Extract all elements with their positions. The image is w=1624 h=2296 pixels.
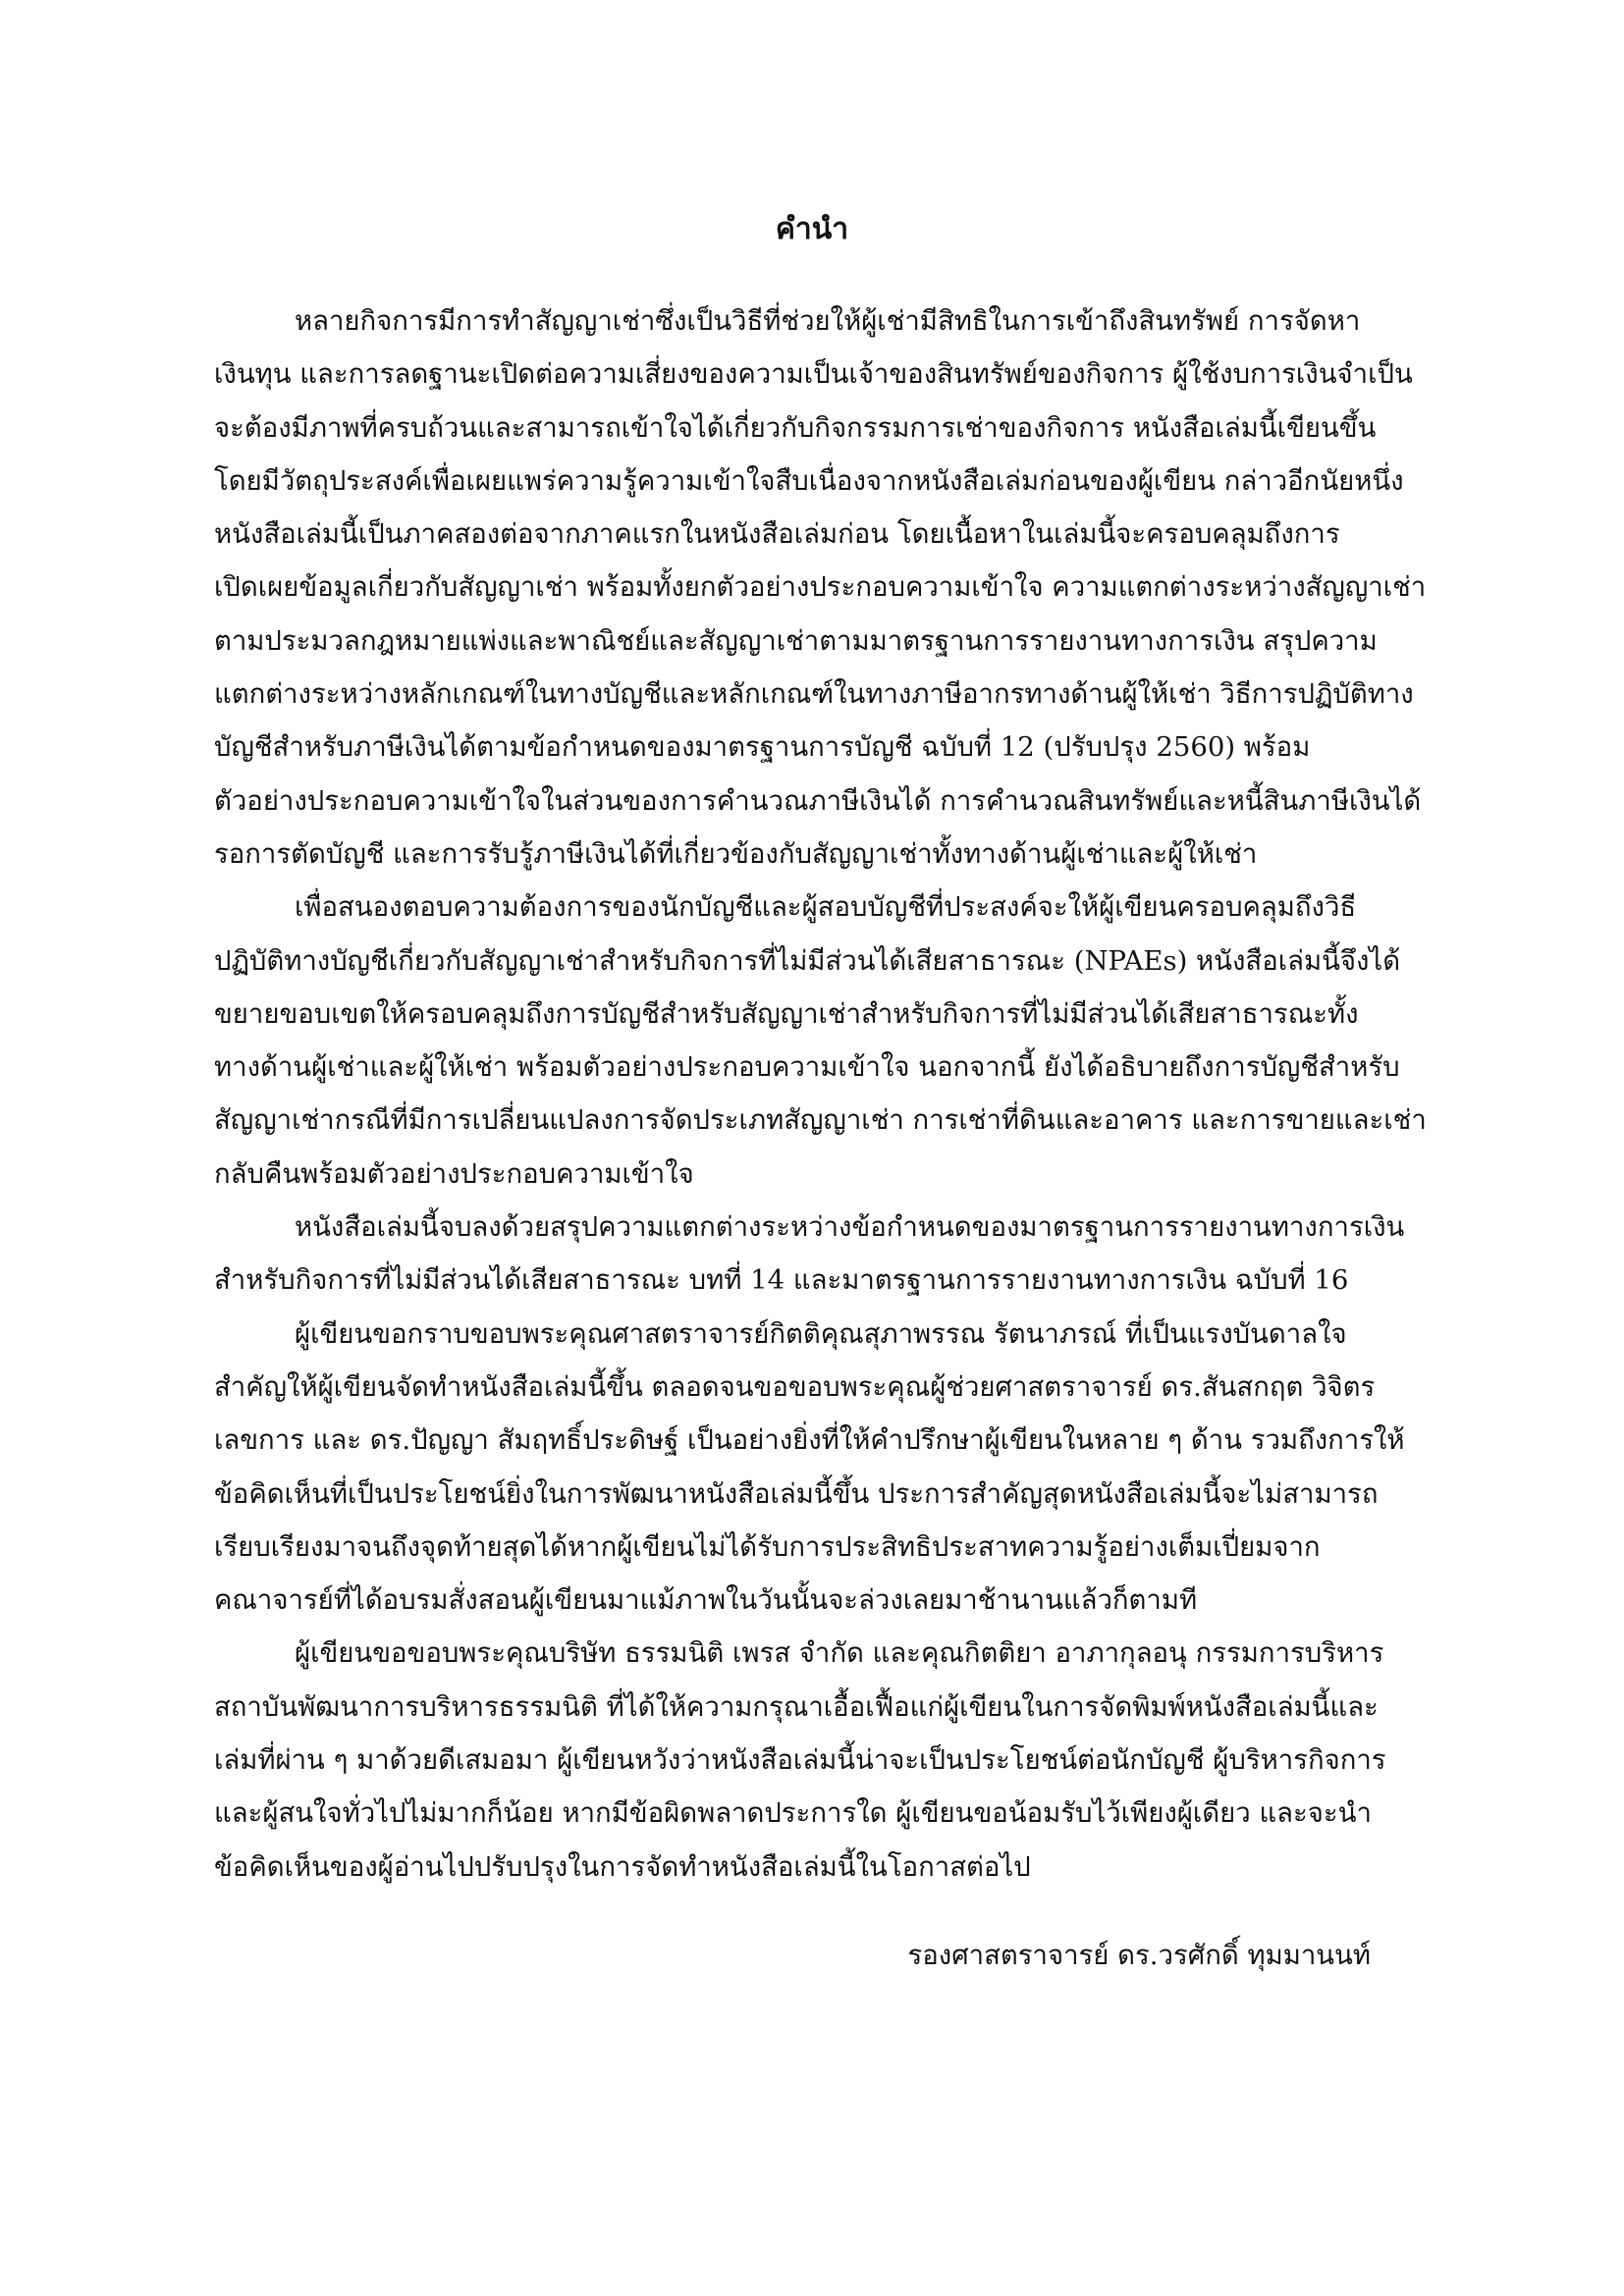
paragraph-line: สัญญาเช่ากรณีที่มีการเปลี่ยนแปลงการจัดประเภทสัญญาเช่า การเช่าที่ดินและอาคาร และการขายและเช่า (214, 1104, 1427, 1137)
paragraph-line: เลขการ และ ดร.ปัญญา สัมฤทธิ์ประดิษฐ์ เป็นอย่างยิ่งที่ให้คำปรึกษาผู้เขียนในหลาย ๆ ด้าน รวมถึงการให้ (214, 1424, 1405, 1457)
paragraph-line: ปฏิบัติทางบัญชีเกี่ยวกับสัญญาเช่าสำหรับกิจการที่ไม่มีส่วนได้เสียสาธารณะ (NPAEs) หนังสือเล่มนี้จึงได้ (214, 944, 1401, 977)
paragraph-line: หลายกิจการมีการทำสัญญาเช่าซึ่งเป็นวิธีที่ช่วยให้ผู้เช่ามีสิทธิในการเข้าถึงสินทรัพย์ การจัดหา (295, 305, 1361, 337)
paragraph-line: ผู้เขียนขอกราบขอบพระคุณศาสตราจารย์กิตติคุณสุภาพรรณ รัตนาภรณ์ ที่เป็นแรงบันดาลใจ (295, 1317, 1347, 1350)
paragraph-line: เล่มที่ผ่าน ๆ มาด้วยดีเสมอมา ผู้เขียนหวังว่าหนังสือเล่มนี้น่าจะเป็นประโยชน์ต่อนักบัญชี ผู้บริหารกิจการ (214, 1744, 1386, 1777)
paragraph-line: ผู้เขียนขอขอบพระคุณบริษัท ธรรมนิติ เพรส จำกัด และคุณกิตติยา อาภากุลอนุ กรรมการบริหาร (295, 1637, 1384, 1670)
paragraph-line: จะต้องมีภาพที่ครบถ้วนและสามารถเข้าใจได้เกี่ยวกับกิจกรรมการเช่าของกิจการ หนังสือเล่มนี้เขียนขึ้น (214, 411, 1377, 444)
paragraph-line: ข้อคิดเห็นของผู้อ่านไปปรับปรุงในการจัดทำหนังสือเล่มนี้ในโอกาสต่อไป (214, 1850, 1031, 1883)
paragraph-line: รอการตัดบัญชี และการรับรู้ภาษีเงินได้ที่เกี่ยวข้องกับสัญญาเช่าทั้งทางด้านผู้เช่าและผู้ให้เช่า (214, 837, 1258, 870)
paragraph-line: ทางด้านผู้เช่าและผู้ให้เช่า พร้อมตัวอย่างประกอบความเข้าใจ นอกจากนี้ ยังได้อธิบายถึงการบัญชีสำหรับ (214, 1051, 1400, 1084)
paragraph-line: แตกต่างระหว่างหลักเกณฑ์ในทางบัญชีและหลักเกณฑ์ในทางภาษีอากรทางด้านผู้ให้เช่า วิธีการปฏิบัติทาง (214, 678, 1414, 711)
paragraph (214, 1308, 1432, 1628)
paragraph-line: สำหรับกิจการที่ไม่มีส่วนได้เสียสาธารณะ บทที่ 14 และมาตรฐานการรายงานทางการเงิน ฉบับที่ 16 (214, 1264, 1349, 1297)
paragraph-line: เปิดเผยข้อมูลเกี่ยวกับสัญญาเช่า พร้อมทั้งยกตัวอย่างประกอบความเข้าใจ ความแตกต่างระหว่างสัญญาเช่า (214, 571, 1427, 604)
paragraph-line: ตัวอย่างประกอบความเข้าใจในส่วนของการคำนวณภาษีเงินได้ การคำนวณสินทรัพย์และหนี้สินภาษีเงินได้ (214, 784, 1422, 817)
paragraph-line: เงินทุน และการลดฐานะเปิดต่อความเสี่ยงของความเป็นเจ้าของสินทรัพย์ของกิจการ ผู้ใช้งบการเงินจำเป็น (214, 358, 1413, 391)
paragraph-line: สถาบันพัฒนาการบริหารธรรมนิติ ที่ได้ให้ความกรุณาเอื้อเฟื้อแก่ผู้เขียนในการจัดพิมพ์หนังสือเล่มนี้และ (214, 1690, 1379, 1723)
paragraph (214, 1201, 1432, 1308)
paragraph-line: ขยายขอบเขตให้ครอบคลุมถึงการบัญชีสำหรับสัญญาเช่าสำหรับกิจการที่ไม่มีส่วนได้เสียสาธารณะทั้ง (214, 997, 1359, 1030)
paragraph-line: โดยมีวัตถุประสงค์เพื่อเผยแพร่ความรู้ความเข้าใจสืบเนื่องจากหนังสือเล่มก่อนของผู้เขียน กล่าวอีกนัยหนึ่ง (214, 464, 1404, 497)
paragraph-line: สำคัญให้ผู้เขียนจัดทำหนังสือเล่มนี้ขึ้น ตลอดจนขอขอบพระคุณผู้ช่วยศาสตราจารย์ ดร.สันสกฤต วิจิตร (214, 1370, 1376, 1403)
author-signature: รองศาสตราจารย์ ดร.วรศักดิ์ ทุมมานนท์ (907, 1940, 1371, 1971)
paragraph-line: ตามประมวลกฎหมายแพ่งและพาณิชย์และสัญญาเช่าตามมาตรฐานการรายงานทางการเงิน สรุปความ (214, 624, 1378, 657)
paragraph (214, 881, 1432, 1201)
paragraph (214, 294, 1432, 881)
paragraph-line: หนังสือเล่มนี้จบลงด้วยสรุปความแตกต่างระหว่างข้อกำหนดของมาตรฐานการรายงานทางการเงิน (295, 1211, 1405, 1244)
preface-body (214, 294, 1432, 1894)
paragraph (214, 1627, 1432, 1893)
paragraph-line: เรียบเรียงมาจนถึงจุดท้ายสุดได้หากผู้เขียนไม่ได้รับการประสิทธิประสาทความรู้อย่างเต็มเปี่ยมจาก (214, 1530, 1321, 1563)
paragraph-line: หนังสือเล่มนี้เป็นภาคสองต่อจากภาคแรกในหนังสือเล่มก่อน โดยเนื้อหาในเล่มนี้จะครอบคลุมถึงการ (214, 518, 1340, 551)
paragraph-line: บัญชีสำหรับภาษีเงินได้ตามข้อกำหนดของมาตรฐานการบัญชี ฉบับที่ 12 (ปรับปรุง 2560) พร้อม (214, 731, 1311, 764)
page-title: คำนำ (775, 212, 849, 246)
paragraph-line: เพื่อสนองตอบความต้องการของนักบัญชีและผู้สอบบัญชีที่ประสงค์จะให้ผู้เขียนครอบคลุมถึงวิธี (295, 891, 1357, 924)
paragraph-line: คณาจารย์ที่ได้อบรมสั่งสอนผู้เขียนมาแม้ภาพในวันนั้นจะล่วงเลยมาช้านานแล้วก็ตามที (214, 1584, 1198, 1617)
paragraph-line: ข้อคิดเห็นที่เป็นประโยชน์ยิ่งในการพัฒนาหนังสือเล่มนี้ขึ้น ประการสำคัญสุดหนังสือเล่มนี้จะไม่สามารถ (214, 1477, 1379, 1510)
paragraph-line: และผู้สนใจทั่วไปไม่มากก็น้อย หากมีข้อผิดพลาดประการใด ผู้เขียนขอน้อมรับไว้เพียงผู้เดียว และจะนำ (214, 1797, 1372, 1830)
paragraph-line: กลับคืนพร้อมตัวอย่างประกอบความเข้าใจ (214, 1157, 694, 1190)
